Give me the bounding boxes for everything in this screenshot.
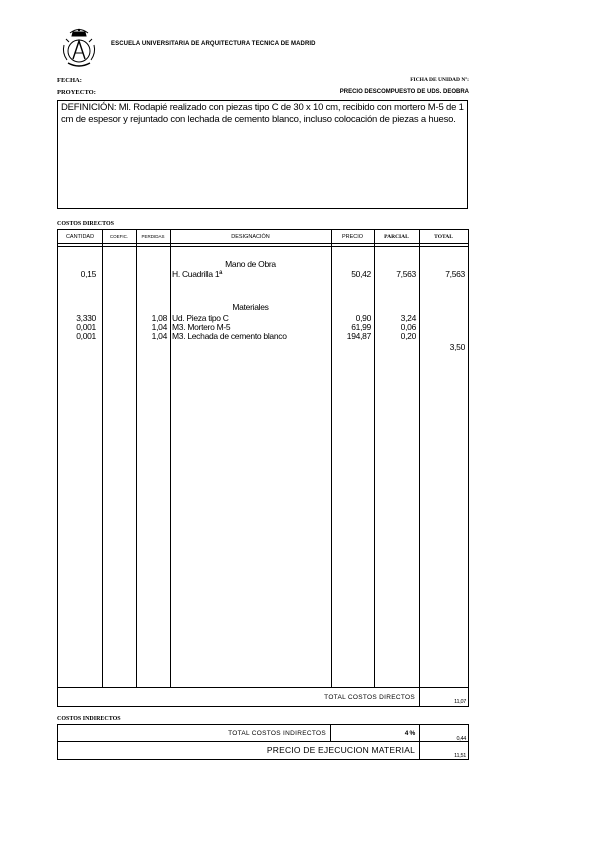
col-divider bbox=[136, 230, 137, 687]
proyecto-label: PROYECTO: bbox=[57, 89, 96, 96]
ficha-label: FICHA DE UNIDAD Nº: bbox=[410, 77, 469, 83]
row-designacion: M3. Mortero M-5 bbox=[172, 322, 231, 332]
total-directos-label: TOTAL COSTOS DIRECTOS bbox=[324, 694, 415, 701]
total-directos-value: 11,07 bbox=[454, 699, 466, 705]
col-divider bbox=[170, 230, 171, 687]
row-designacion: Ud. Pieza tipo C bbox=[172, 313, 229, 323]
row-perdidas: 1,04 bbox=[151, 331, 167, 341]
row-parcial: 0,20 bbox=[400, 331, 416, 341]
indirect-costs-box bbox=[57, 724, 469, 760]
row-perdidas: 1,08 bbox=[151, 313, 167, 323]
definition-box: DEFINICIÓN: Ml. Rodapié realizado con piezas tipo C de 30 x 10 cm, recibido con mortero M-5 de 1 cm de espesor y rejuntado con lechada de cemento blanco, incluso colocación de piezas a hueso. bbox=[57, 100, 468, 209]
row-perdidas: 1,04 bbox=[151, 322, 167, 332]
row-parcial: 3,24 bbox=[400, 313, 416, 323]
costos-indirectos-label: COSTOS INDIRECTOS bbox=[57, 716, 121, 722]
col-divider bbox=[374, 230, 375, 687]
group-subtotal: 3,50 bbox=[449, 342, 465, 352]
row-divider bbox=[58, 741, 468, 742]
row-precio: 50,42 bbox=[351, 269, 371, 279]
header-double-rule bbox=[58, 246, 468, 247]
row-parcial: 0,06 bbox=[400, 322, 416, 332]
row-cantidad: 0,001 bbox=[76, 322, 96, 332]
pem-value: 11,51 bbox=[454, 753, 466, 759]
col-header-precio: PRECIO bbox=[331, 230, 374, 244]
school-name: ESCUELA UNIVERSITARIA DE ARQUITECTURA TECNICA DE MADRID bbox=[111, 41, 316, 47]
row-cantidad: 0,001 bbox=[76, 331, 96, 341]
col-header-cantidad: CANTIDAD bbox=[58, 230, 102, 244]
fecha-label: FECHA: bbox=[57, 77, 82, 84]
group-title: Mano de Obra bbox=[225, 259, 276, 269]
costs-table bbox=[57, 229, 469, 707]
row-precio: 194,87 bbox=[346, 331, 371, 341]
group-title: Materiales bbox=[232, 302, 269, 312]
row-precio: 61,99 bbox=[351, 322, 371, 332]
row-parcial: 7,563 bbox=[396, 269, 416, 279]
col-divider bbox=[419, 230, 420, 707]
row-designacion: M3. Lechada de cemento blanco bbox=[172, 331, 287, 341]
col-header-parcial: PARCIAL bbox=[374, 230, 419, 244]
school-crest-logo bbox=[60, 27, 98, 69]
pem-label: PRECIO DE EJECUCION MATERIAL bbox=[266, 745, 415, 755]
col-header-total: TOTAL bbox=[419, 230, 468, 244]
indirectos-percent: 4 % bbox=[404, 730, 415, 737]
row-total: 7,563 bbox=[445, 269, 465, 279]
col-header-designacion: DESIGNACIÓN bbox=[170, 230, 331, 244]
col-header-perdidas: PERDIDAS bbox=[136, 230, 170, 244]
col-divider bbox=[331, 230, 332, 687]
indirectos-value: 0,44 bbox=[456, 736, 466, 742]
col-divider bbox=[102, 230, 103, 687]
row-precio: 0,90 bbox=[355, 313, 371, 323]
precio-descompuesto-label: PRECIO DESCOMPUESTO DE UDS. DEOBRA bbox=[339, 89, 469, 95]
row-cantidad: 0,15 bbox=[80, 269, 96, 279]
col-header-coef: COEFIC. bbox=[102, 230, 136, 244]
total-directos-row bbox=[58, 687, 468, 708]
row-designacion: H. Cuadrilla 1ª bbox=[172, 269, 223, 279]
row-cantidad: 3,330 bbox=[76, 313, 96, 323]
total-indirectos-label: TOTAL COSTOS INDIRECTOS bbox=[228, 730, 326, 737]
costos-directos-label: COSTOS DIRECTOS bbox=[57, 221, 114, 227]
